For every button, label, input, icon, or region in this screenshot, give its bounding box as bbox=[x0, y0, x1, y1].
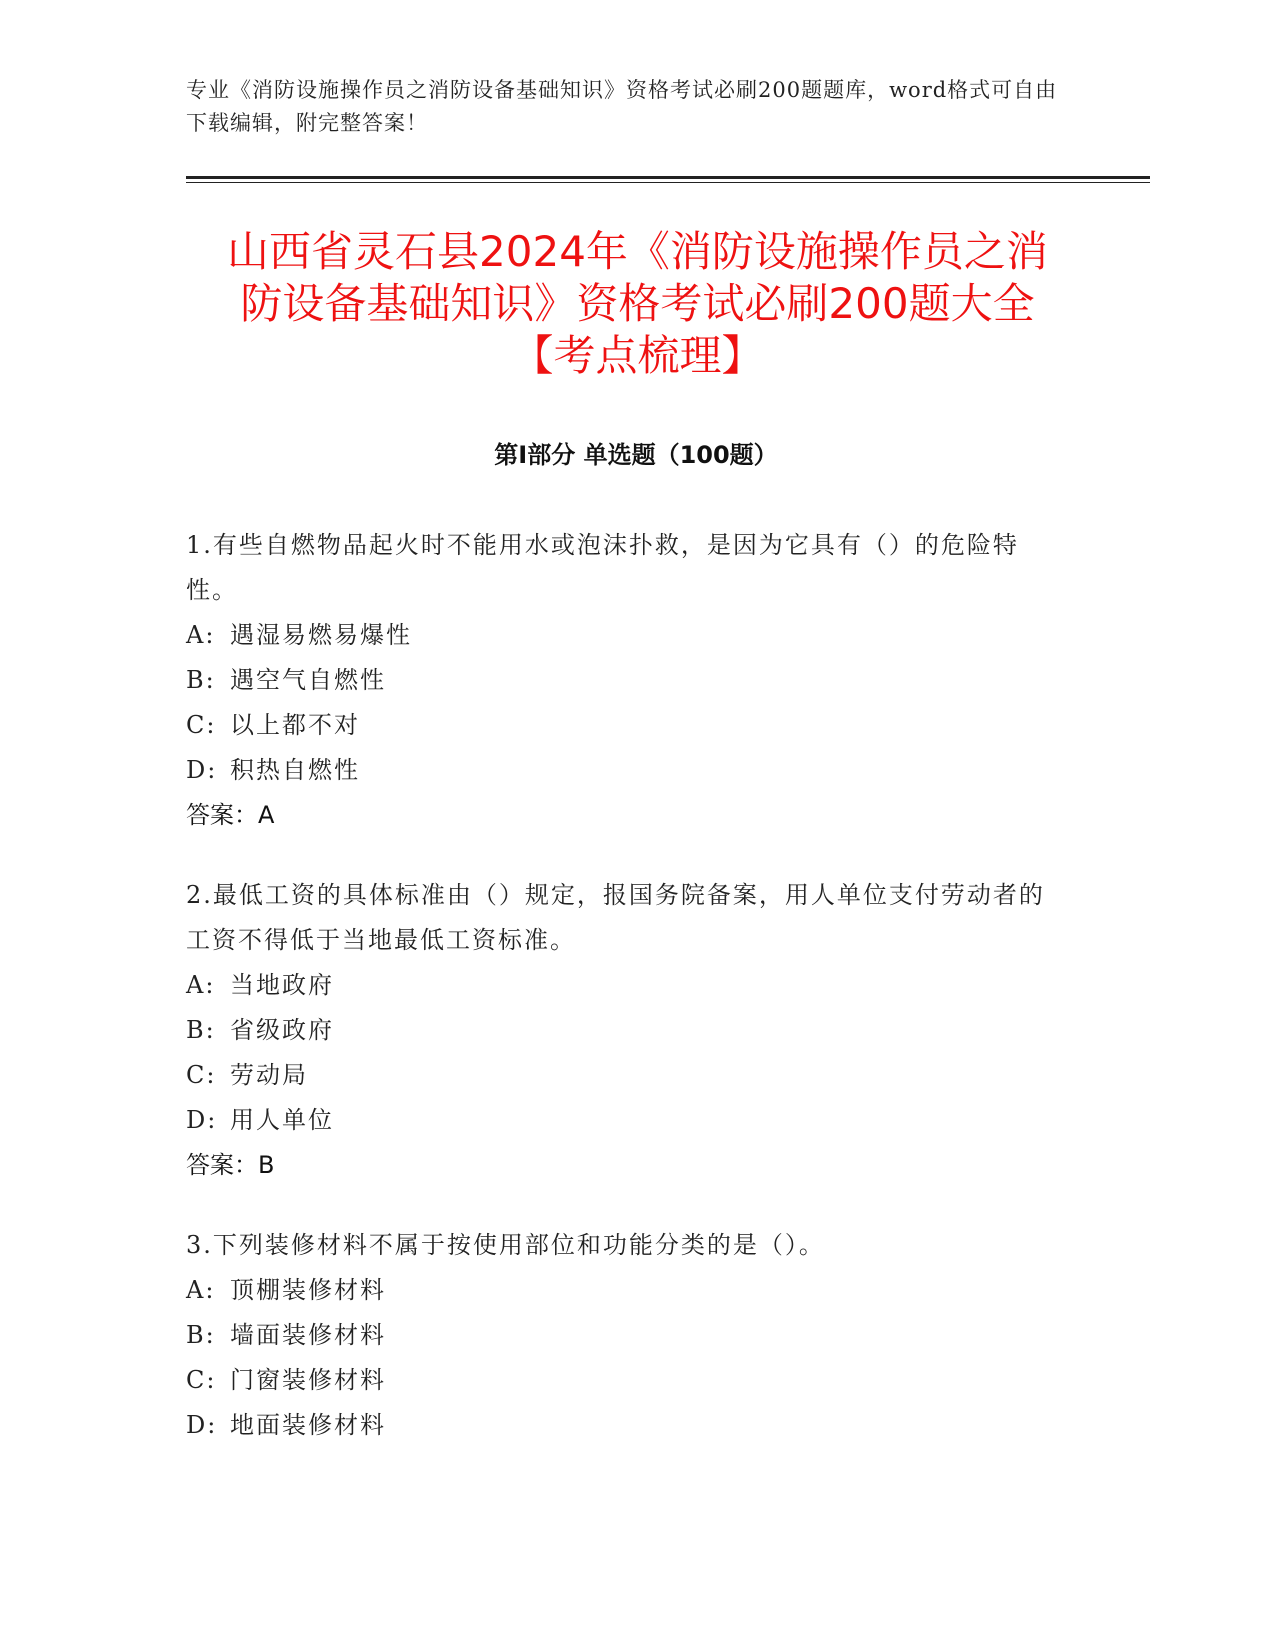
option-letter: A: bbox=[186, 621, 216, 649]
option-text: 劳动局 bbox=[230, 1061, 308, 1089]
option-letter: A: bbox=[186, 971, 216, 999]
option-text: 顶棚装修材料 bbox=[230, 1276, 386, 1304]
question-2 bbox=[186, 873, 1066, 1188]
option-text: 墙面装修材料 bbox=[230, 1321, 386, 1349]
header-divider-thick bbox=[186, 176, 1150, 179]
option-text: 遇湿易燃易爆性 bbox=[230, 621, 412, 649]
option-text: 门窗装修材料 bbox=[230, 1366, 386, 1394]
option-letter: D: bbox=[186, 1411, 218, 1439]
option-letter: B: bbox=[186, 666, 216, 694]
option-letter: A: bbox=[186, 1276, 216, 1304]
option-letter: D: bbox=[186, 1106, 218, 1134]
question-1 bbox=[186, 523, 1066, 838]
option-c bbox=[186, 703, 1066, 748]
option-b bbox=[186, 1313, 1066, 1358]
option-d bbox=[186, 1098, 1066, 1143]
option-a bbox=[186, 613, 1066, 658]
document-title-line-1: 山西省灵石县2024年《消防设施操作员之消 bbox=[227, 227, 1048, 276]
option-a bbox=[186, 963, 1066, 1008]
option-letter: B: bbox=[186, 1016, 216, 1044]
option-d bbox=[186, 1403, 1066, 1448]
option-letter: D: bbox=[186, 756, 218, 784]
question-list bbox=[186, 523, 1066, 1483]
option-text: 省级政府 bbox=[230, 1016, 334, 1044]
answer: 答案：A bbox=[186, 801, 275, 829]
section-title: 第Ⅰ部分 单选题（100题） bbox=[494, 441, 778, 469]
document-title bbox=[150, 226, 1125, 382]
option-a bbox=[186, 1268, 1066, 1313]
option-letter: B: bbox=[186, 1321, 216, 1349]
question-text: 2.最低工资的具体标准由（）规定，报国务院备案，用人单位支付劳动者的工资不得低于当地最低工资标准。 bbox=[186, 881, 1045, 954]
option-c bbox=[186, 1358, 1066, 1403]
option-b bbox=[186, 658, 1066, 703]
option-text: 遇空气自燃性 bbox=[230, 666, 386, 694]
option-text: 积热自燃性 bbox=[230, 756, 360, 784]
header-note: 专业《消防设施操作员之消防设备基础知识》资格考试必刷200题题库，word格式可自由下载编辑，附完整答案！ bbox=[186, 78, 1058, 135]
document-title-line-3: 【考点梳理】 bbox=[511, 331, 764, 380]
document-title-line-2: 防设备基础知识》资格考试必刷200题大全 bbox=[240, 279, 1035, 328]
option-text: 用人单位 bbox=[230, 1106, 334, 1134]
option-letter: C: bbox=[186, 711, 217, 739]
option-text: 以上都不对 bbox=[230, 711, 360, 739]
header-divider-thin bbox=[186, 182, 1150, 183]
option-d bbox=[186, 748, 1066, 793]
question-text: 1.有些自燃物品起火时不能用水或泡沫扑救，是因为它具有（）的危险特性。 bbox=[186, 531, 1019, 604]
option-b bbox=[186, 1008, 1066, 1053]
option-letter: C: bbox=[186, 1366, 217, 1394]
option-text: 地面装修材料 bbox=[230, 1411, 386, 1439]
option-c bbox=[186, 1053, 1066, 1098]
question-text: 3.下列装修材料不属于按使用部位和功能分类的是（）。 bbox=[186, 1231, 825, 1259]
option-text: 当地政府 bbox=[230, 971, 334, 999]
question-3 bbox=[186, 1223, 1066, 1448]
answer: 答案：B bbox=[186, 1151, 275, 1179]
option-letter: C: bbox=[186, 1061, 217, 1089]
